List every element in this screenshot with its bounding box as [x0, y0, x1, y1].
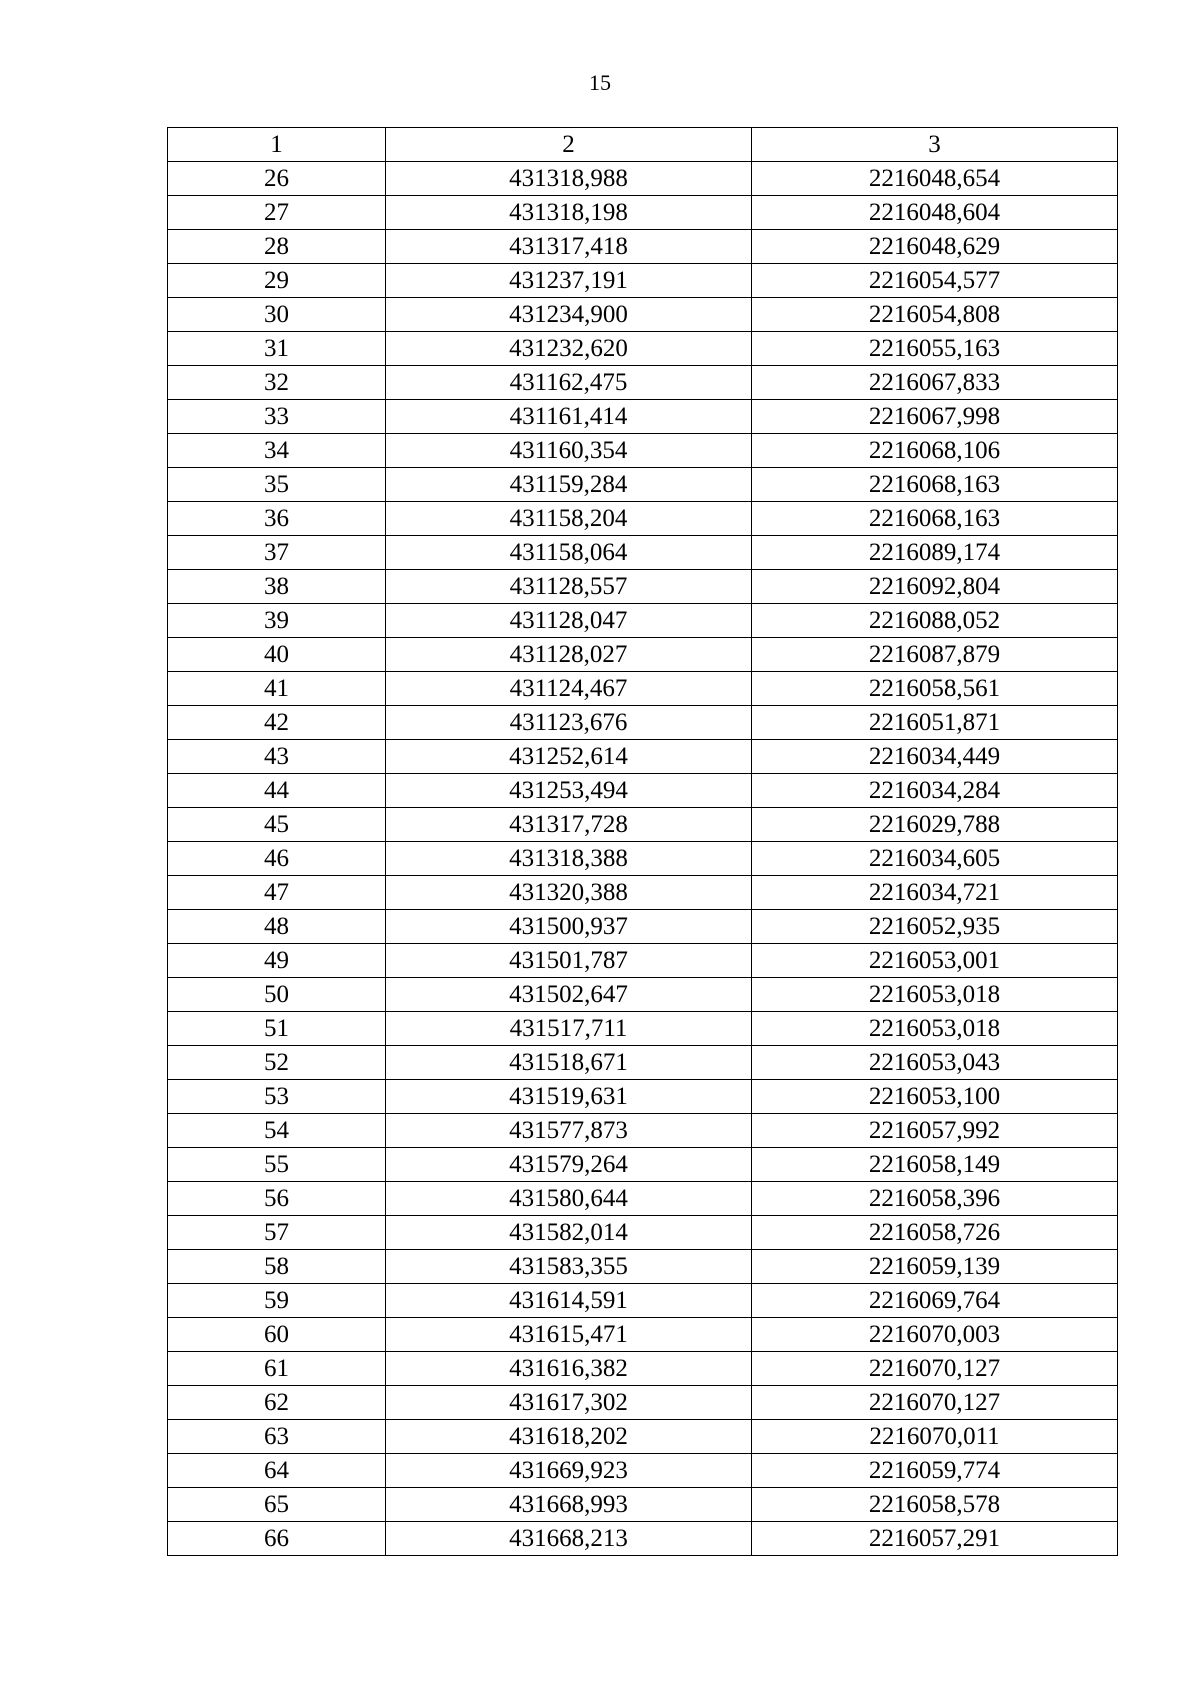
y-coordinate-cell: 2216058,561 — [752, 672, 1118, 706]
table-row — [168, 1420, 1118, 1454]
x-coordinate-cell: 431502,647 — [386, 978, 752, 1012]
table-row — [168, 638, 1118, 672]
y-coordinate-cell: 2216053,043 — [752, 1046, 1118, 1080]
x-coordinate-cell: 431317,418 — [386, 230, 752, 264]
point-number-cell: 65 — [168, 1488, 386, 1522]
point-number-cell: 29 — [168, 264, 386, 298]
x-coordinate-cell: 431253,494 — [386, 774, 752, 808]
y-coordinate-cell: 2216057,291 — [752, 1522, 1118, 1556]
x-coordinate-cell: 431318,198 — [386, 196, 752, 230]
y-coordinate-cell: 2216054,808 — [752, 298, 1118, 332]
y-coordinate-cell: 2216029,788 — [752, 808, 1118, 842]
y-coordinate-cell: 2216034,721 — [752, 876, 1118, 910]
x-coordinate-cell: 431618,202 — [386, 1420, 752, 1454]
y-coordinate-cell: 2216052,935 — [752, 910, 1118, 944]
x-coordinate-cell: 431615,471 — [386, 1318, 752, 1352]
table-row — [168, 1148, 1118, 1182]
x-coordinate-cell: 431159,284 — [386, 468, 752, 502]
table-row — [168, 1182, 1118, 1216]
x-coordinate-cell: 431519,631 — [386, 1080, 752, 1114]
table-row — [168, 434, 1118, 468]
y-coordinate-cell: 2216058,726 — [752, 1216, 1118, 1250]
table-row — [168, 1454, 1118, 1488]
point-number-cell: 27 — [168, 196, 386, 230]
point-number-cell: 28 — [168, 230, 386, 264]
x-coordinate-cell: 431617,302 — [386, 1386, 752, 1420]
table-row — [168, 196, 1118, 230]
table-row — [168, 1352, 1118, 1386]
y-coordinate-cell: 2216067,833 — [752, 366, 1118, 400]
point-number-cell: 61 — [168, 1352, 386, 1386]
point-number-cell: 32 — [168, 366, 386, 400]
y-coordinate-cell: 2216057,992 — [752, 1114, 1118, 1148]
x-coordinate-cell: 431500,937 — [386, 910, 752, 944]
point-number-cell: 63 — [168, 1420, 386, 1454]
x-coordinate-cell: 431234,900 — [386, 298, 752, 332]
y-coordinate-cell: 2216048,629 — [752, 230, 1118, 264]
x-coordinate-cell: 431162,475 — [386, 366, 752, 400]
table-row — [168, 1386, 1118, 1420]
point-number-cell: 59 — [168, 1284, 386, 1318]
y-coordinate-cell: 2216070,127 — [752, 1352, 1118, 1386]
point-number-cell: 49 — [168, 944, 386, 978]
x-coordinate-cell: 431158,064 — [386, 536, 752, 570]
y-coordinate-cell: 2216059,774 — [752, 1454, 1118, 1488]
point-number-cell: 38 — [168, 570, 386, 604]
point-number-cell: 26 — [168, 162, 386, 196]
y-coordinate-cell: 2216067,998 — [752, 400, 1118, 434]
point-number-cell: 48 — [168, 910, 386, 944]
table-row — [168, 230, 1118, 264]
y-coordinate-cell: 2216059,139 — [752, 1250, 1118, 1284]
y-coordinate-cell: 2216051,871 — [752, 706, 1118, 740]
y-coordinate-cell: 2216089,174 — [752, 536, 1118, 570]
point-number-cell: 31 — [168, 332, 386, 366]
x-coordinate-cell: 431518,671 — [386, 1046, 752, 1080]
point-number-cell: 47 — [168, 876, 386, 910]
x-coordinate-cell: 431669,923 — [386, 1454, 752, 1488]
point-number-cell: 43 — [168, 740, 386, 774]
table-row — [168, 1216, 1118, 1250]
x-coordinate-cell: 431161,414 — [386, 400, 752, 434]
table-row — [168, 1488, 1118, 1522]
table-row — [168, 910, 1118, 944]
table-row — [168, 400, 1118, 434]
table-row — [168, 1046, 1118, 1080]
table-row — [168, 264, 1118, 298]
y-coordinate-cell: 2216053,100 — [752, 1080, 1118, 1114]
point-number-cell: 46 — [168, 842, 386, 876]
point-number-cell: 39 — [168, 604, 386, 638]
point-number-cell: 52 — [168, 1046, 386, 1080]
point-number-cell: 55 — [168, 1148, 386, 1182]
y-coordinate-cell: 2216034,284 — [752, 774, 1118, 808]
table-row — [168, 1522, 1118, 1556]
y-coordinate-cell: 2216068,163 — [752, 502, 1118, 536]
x-coordinate-cell: 431237,191 — [386, 264, 752, 298]
x-coordinate-cell: 431579,264 — [386, 1148, 752, 1182]
y-coordinate-cell: 2216069,764 — [752, 1284, 1118, 1318]
x-coordinate-cell: 431158,204 — [386, 502, 752, 536]
point-number-cell: 33 — [168, 400, 386, 434]
point-number-cell: 62 — [168, 1386, 386, 1420]
point-number-cell: 57 — [168, 1216, 386, 1250]
table-row — [168, 604, 1118, 638]
point-number-cell: 34 — [168, 434, 386, 468]
table-header-row — [168, 128, 1118, 162]
y-coordinate-cell: 2216034,605 — [752, 842, 1118, 876]
x-coordinate-cell: 431128,027 — [386, 638, 752, 672]
point-number-cell: 35 — [168, 468, 386, 502]
point-number-cell: 50 — [168, 978, 386, 1012]
y-coordinate-cell: 2216053,018 — [752, 1012, 1118, 1046]
x-coordinate-cell: 431317,728 — [386, 808, 752, 842]
point-number-cell: 58 — [168, 1250, 386, 1284]
table-row — [168, 1080, 1118, 1114]
x-coordinate-cell: 431318,388 — [386, 842, 752, 876]
table-row — [168, 672, 1118, 706]
y-coordinate-cell: 2216068,163 — [752, 468, 1118, 502]
y-coordinate-cell: 2216068,106 — [752, 434, 1118, 468]
table-row — [168, 1250, 1118, 1284]
y-coordinate-cell: 2216048,604 — [752, 196, 1118, 230]
x-coordinate-cell: 431123,676 — [386, 706, 752, 740]
point-number-cell: 36 — [168, 502, 386, 536]
table-row — [168, 162, 1118, 196]
table-row — [168, 876, 1118, 910]
x-coordinate-cell: 431128,047 — [386, 604, 752, 638]
table-row — [168, 774, 1118, 808]
point-number-cell: 56 — [168, 1182, 386, 1216]
x-coordinate-cell: 431501,787 — [386, 944, 752, 978]
point-number-cell: 66 — [168, 1522, 386, 1556]
x-coordinate-cell: 431320,388 — [386, 876, 752, 910]
point-number-cell: 53 — [168, 1080, 386, 1114]
x-coordinate-cell: 431160,354 — [386, 434, 752, 468]
column-header-3: 3 — [752, 128, 1118, 162]
point-number-cell: 40 — [168, 638, 386, 672]
column-header-1: 1 — [168, 128, 386, 162]
y-coordinate-cell: 2216048,654 — [752, 162, 1118, 196]
y-coordinate-cell: 2216055,163 — [752, 332, 1118, 366]
column-header-2: 2 — [386, 128, 752, 162]
y-coordinate-cell: 2216054,577 — [752, 264, 1118, 298]
x-coordinate-cell: 431582,014 — [386, 1216, 752, 1250]
y-coordinate-cell: 2216070,127 — [752, 1386, 1118, 1420]
x-coordinate-cell: 431580,644 — [386, 1182, 752, 1216]
table-row — [168, 842, 1118, 876]
table-row — [168, 706, 1118, 740]
table-row — [168, 502, 1118, 536]
point-number-cell: 30 — [168, 298, 386, 332]
x-coordinate-cell: 431616,382 — [386, 1352, 752, 1386]
point-number-cell: 42 — [168, 706, 386, 740]
table-row — [168, 1284, 1118, 1318]
coordinates-table — [167, 127, 1118, 1556]
table-row — [168, 570, 1118, 604]
x-coordinate-cell: 431583,355 — [386, 1250, 752, 1284]
table-row — [168, 1012, 1118, 1046]
table-body — [168, 128, 1118, 1556]
table-row — [168, 536, 1118, 570]
table-row — [168, 740, 1118, 774]
page-number: 15 — [589, 70, 611, 95]
y-coordinate-cell: 2216092,804 — [752, 570, 1118, 604]
point-number-cell: 41 — [168, 672, 386, 706]
point-number-cell: 44 — [168, 774, 386, 808]
point-number-cell: 45 — [168, 808, 386, 842]
table-row — [168, 1114, 1118, 1148]
x-coordinate-cell: 431517,711 — [386, 1012, 752, 1046]
y-coordinate-cell: 2216087,879 — [752, 638, 1118, 672]
table-row — [168, 468, 1118, 502]
x-coordinate-cell: 431232,620 — [386, 332, 752, 366]
table-row — [168, 332, 1118, 366]
table-row — [168, 978, 1118, 1012]
point-number-cell: 60 — [168, 1318, 386, 1352]
y-coordinate-cell: 2216058,396 — [752, 1182, 1118, 1216]
table-row — [168, 366, 1118, 400]
point-number-cell: 64 — [168, 1454, 386, 1488]
x-coordinate-cell: 431318,988 — [386, 162, 752, 196]
y-coordinate-cell: 2216070,011 — [752, 1420, 1118, 1454]
y-coordinate-cell: 2216053,001 — [752, 944, 1118, 978]
table-row — [168, 808, 1118, 842]
x-coordinate-cell: 431614,591 — [386, 1284, 752, 1318]
y-coordinate-cell: 2216034,449 — [752, 740, 1118, 774]
point-number-cell: 37 — [168, 536, 386, 570]
point-number-cell: 51 — [168, 1012, 386, 1046]
y-coordinate-cell: 2216070,003 — [752, 1318, 1118, 1352]
x-coordinate-cell: 431668,213 — [386, 1522, 752, 1556]
x-coordinate-cell: 431128,557 — [386, 570, 752, 604]
point-number-cell: 54 — [168, 1114, 386, 1148]
y-coordinate-cell: 2216058,578 — [752, 1488, 1118, 1522]
y-coordinate-cell: 2216053,018 — [752, 978, 1118, 1012]
y-coordinate-cell: 2216058,149 — [752, 1148, 1118, 1182]
x-coordinate-cell: 431577,873 — [386, 1114, 752, 1148]
y-coordinate-cell: 2216088,052 — [752, 604, 1118, 638]
x-coordinate-cell: 431252,614 — [386, 740, 752, 774]
table-row — [168, 1318, 1118, 1352]
table-row — [168, 944, 1118, 978]
x-coordinate-cell: 431124,467 — [386, 672, 752, 706]
table-row — [168, 298, 1118, 332]
x-coordinate-cell: 431668,993 — [386, 1488, 752, 1522]
